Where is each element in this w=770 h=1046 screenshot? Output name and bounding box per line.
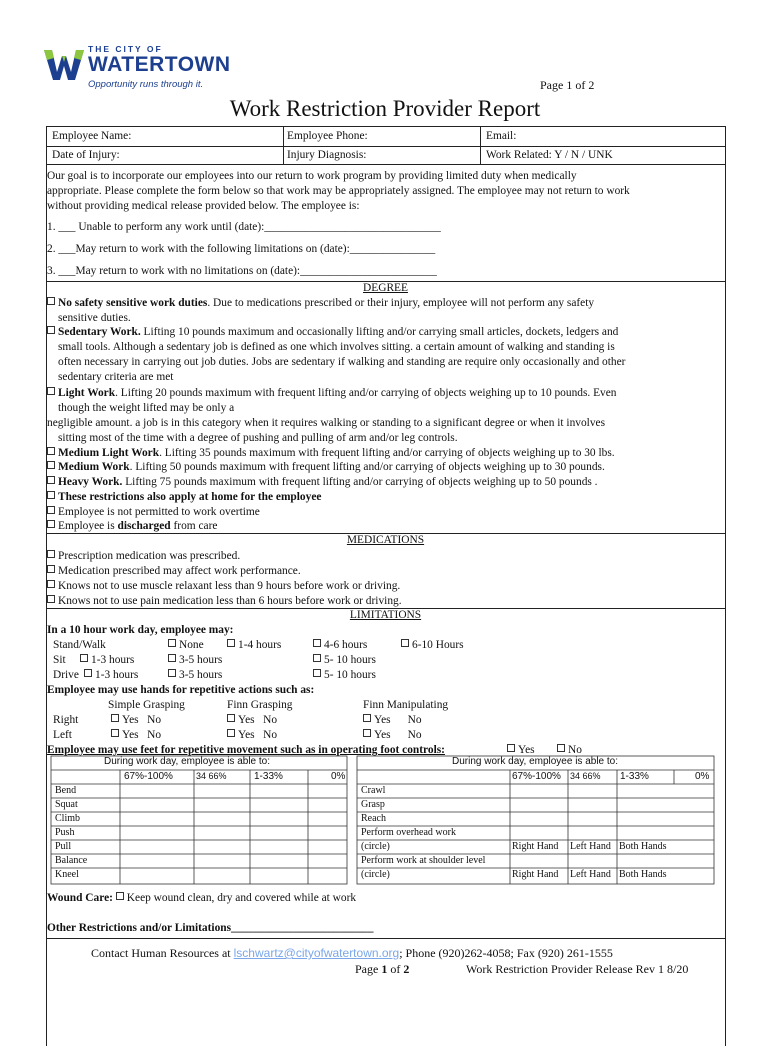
page-label: Page 1 of 2 (540, 78, 595, 92)
contact-line: Contact Human Resources at lschwartz@cityofwatertown.org; Phone (920)262-4058; Fax (920) 261-1555 (91, 946, 613, 960)
grid-left-col1: 67%-100% (124, 771, 173, 782)
logo-name-text: WATERTOWN (88, 53, 231, 76)
grid-row-overhead: Perform overhead work (361, 827, 456, 838)
sit-label: Sit (53, 654, 66, 666)
checkbox[interactable] (313, 669, 321, 677)
watertown-w-icon (44, 48, 84, 82)
degree-light[interactable]: Light Work. Lifting 20 pounds maximum with frequent lifting and/or carrying of objects weighing up to 10 pounds. Even though the weight lifted may be only a negligible amount. a job is in this category when it requires walking or standing to a significant degree or when it involves sitting most of the time with a degree of pushing and pulling of arm and/or leg controls. (47, 387, 617, 444)
left-finn-grasp-option[interactable]: Yes No (227, 729, 277, 741)
other-restrictions[interactable]: Other Restrictions and/or Limitations_________________________ (47, 922, 374, 934)
checkbox[interactable] (313, 654, 321, 662)
left-label: Left (53, 729, 72, 741)
employee-name-field[interactable]: Employee Name: (52, 130, 132, 142)
contact-email-link[interactable]: lschwartz@cityofwatertown.org (233, 946, 400, 960)
overhead-both-hands[interactable]: Both Hands (619, 841, 667, 852)
checkbox[interactable] (47, 595, 55, 603)
grid-row-pull: Pull (55, 841, 72, 852)
checkbox[interactable] (47, 565, 55, 573)
degree-medium-light[interactable]: Medium Light Work. Lifting 35 pounds maximum with frequent lifting and/or carrying of objects weighing up to 30 lbs. (47, 446, 722, 461)
table-border-bottom (46, 164, 725, 165)
limitations-intro: In a 10 hour work day, employee may: (47, 624, 234, 636)
drive-label: Drive (53, 669, 79, 681)
overhead-left-hand[interactable]: Left Hand (570, 841, 611, 852)
degree-medium[interactable]: Medium Work. Lifting 50 pounds maximum with frequent lifting and/or carrying of objects weighing up to 30 pounds. (47, 460, 722, 475)
checkbox[interactable] (168, 654, 176, 662)
grid-left-header: During work day, employee is able to: (104, 756, 271, 767)
checkbox[interactable] (401, 639, 409, 647)
checkbox[interactable] (47, 461, 55, 469)
grid-row-bend: Bend (55, 785, 77, 796)
intro-line-3: without providing medical release provided below. The employee is: (47, 200, 360, 212)
option-unable[interactable]: 1. ___ Unable to perform any work until (date):_______________________________ (47, 221, 441, 233)
degree-heavy[interactable]: Heavy Work. Lifting 75 pounds maximum with frequent lifting and/or carrying of objects weighing up to 50 pounds . (47, 475, 722, 490)
form-right-border (725, 126, 726, 1046)
option-limitations[interactable]: 2. ___May return to work with the following limitations on (date):_______________ (47, 243, 436, 255)
drive-3-5-option[interactable]: 3-5 hours (168, 669, 222, 681)
grid-row-reach: Reach (361, 813, 386, 824)
intro-line-2: appropriate. Please complete the form below so that work may be appropriately assigned. The employee may not return to work (47, 185, 630, 197)
degree-sedentary[interactable]: Sedentary Work. Lifting 10 pounds maximum and occasionally lifting and/or carrying small articles, dockets, ledgers and small tools. Although a sedentary job is defined as one which involves sitting. a certain amount of walking and standing is often necessary in carrying out job duties. Jobs are sedentary if walking and standing are require only occasionally and other sedentary criteria are met (47, 325, 722, 385)
grid-left-col4: 0% (331, 771, 346, 782)
grid-row-grasp: Grasp (361, 799, 385, 810)
medications-heading: MEDICATIONS (346, 534, 425, 546)
work-related-field[interactable]: Work Related: Y / N / UNK (486, 149, 613, 161)
med-item-3[interactable]: Knows not to use muscle relaxant less than 9 hours before work or driving. (47, 579, 722, 594)
right-finn-grasp-option[interactable]: Yes No (227, 714, 277, 726)
checkbox[interactable] (47, 476, 55, 484)
checkbox[interactable] (507, 744, 515, 752)
table-divider-2 (480, 126, 481, 164)
checkbox[interactable] (47, 506, 55, 514)
grid-row-shoulder-circle: (circle) (361, 869, 390, 880)
hands-intro: Employee may use hands for repetitive actions such as: (47, 684, 315, 696)
form-bottom-border (46, 938, 725, 939)
checkbox[interactable] (557, 744, 565, 752)
degree-discharged[interactable]: Employee is discharged from care (47, 519, 722, 534)
grid-row-overhead-circle: (circle) (361, 841, 390, 852)
checkbox[interactable] (116, 892, 124, 900)
grid-right-col4: 0% (695, 771, 710, 782)
checkbox[interactable] (111, 714, 119, 722)
injury-diagnosis-field[interactable]: Injury Diagnosis: (287, 149, 367, 161)
grid-row-climb: Climb (55, 813, 81, 824)
logo-tagline: Opportunity runs through it. (88, 79, 204, 90)
grid-left-col3: 1-33% (254, 771, 283, 782)
footer-release: Work Restriction Provider Release Rev 1 8/20 (466, 962, 689, 976)
grid-left-col2: 34 66% (196, 771, 227, 781)
grid-row-kneel: Kneel (55, 869, 79, 880)
table-divider-1 (283, 126, 284, 164)
checkbox[interactable] (84, 669, 92, 677)
degree-overtime[interactable]: Employee is not permitted to work overtime (47, 505, 722, 520)
simple-grasping-heading: Simple Grasping (108, 699, 185, 711)
footer-page-label: Page 1 of 2 (355, 962, 410, 976)
grid-right-header: During work day, employee is able to: (452, 756, 619, 767)
med-item-1[interactable]: Prescription medication was prescribed. (47, 549, 722, 564)
table-border-top (46, 126, 725, 127)
med-item-4[interactable]: Knows not to use pain medication less than 6 hours before work or driving. (47, 594, 722, 609)
email-field[interactable]: Email: (486, 130, 517, 142)
grid-right-col3: 1-33% (620, 771, 649, 782)
right-finn-manip-option[interactable]: Yes No (363, 714, 422, 726)
grid-row-squat: Squat (55, 799, 78, 810)
limitations-heading: LIMITATIONS (349, 609, 422, 621)
right-label: Right (53, 714, 79, 726)
grid-row-balance: Balance (55, 855, 88, 866)
grid-row-crawl: Crawl (361, 785, 386, 796)
left-finn-manip-option[interactable]: Yes No (363, 729, 422, 741)
stand-walk-label: Stand/Walk (53, 639, 106, 651)
wound-care[interactable]: Wound Care: Keep wound clean, dry and covered while at work (47, 892, 357, 904)
checkbox[interactable] (47, 297, 55, 305)
overhead-right-hand[interactable]: Right Hand (512, 841, 559, 852)
grid-right-col1: 67%-100% (512, 771, 561, 782)
finn-manipulating-heading: Finn Manipulating (363, 699, 449, 711)
option-no-limitations[interactable]: 3. ___May return to work with no limitations on (date):________________________ (47, 265, 437, 277)
feet-yes-option[interactable]: Yes (507, 744, 535, 756)
table-border-mid (46, 146, 725, 147)
checkbox[interactable] (47, 491, 55, 499)
checkbox[interactable] (80, 654, 88, 662)
left-simple-option[interactable]: Yes No (111, 729, 161, 741)
checkbox[interactable] (363, 714, 371, 722)
checkbox[interactable] (47, 326, 55, 334)
feet-no-option[interactable]: No (557, 744, 582, 756)
sit-3-5-option[interactable]: 3-5 hours (168, 654, 222, 666)
stand-4-6-option[interactable]: 4-6 hours (313, 639, 367, 651)
feet-intro: Employee may use feet for repetitive movement such as in operating foot controls: (47, 744, 445, 756)
shoulder-both-hands[interactable]: Both Hands (619, 869, 667, 880)
checkbox[interactable] (363, 729, 371, 737)
drive-5-10-option[interactable]: 5- 10 hours (313, 669, 376, 681)
logo-city-text: THE CITY OF (88, 44, 163, 54)
shoulder-left-hand[interactable]: Left Hand (570, 869, 611, 880)
stand-1-4-option[interactable]: 1-4 hours (227, 639, 281, 651)
shoulder-right-hand[interactable]: Right Hand (512, 869, 559, 880)
checkbox[interactable] (227, 639, 235, 647)
grid-right-col2: 34 66% (570, 771, 601, 781)
degree-no-safety[interactable]: No safety sensitive work duties. Due to medications prescribed or their injury, employee will not perform any safety sensitive duties. (47, 296, 722, 326)
sit-1-3-option[interactable]: 1-3 hours (80, 654, 134, 666)
grid-row-push: Push (55, 827, 75, 838)
checkbox[interactable] (47, 580, 55, 588)
stand-6-10-option[interactable]: 6-10 Hours (401, 639, 464, 651)
checkbox[interactable] (47, 387, 55, 395)
page-title: Work Restriction Provider Report (229, 96, 541, 121)
med-item-2[interactable]: Medication prescribed may affect work performance. (47, 564, 722, 579)
checkbox[interactable] (227, 714, 235, 722)
grid-row-shoulder: Perform work at shoulder level (361, 855, 486, 866)
intro-line-1: Our goal is to incorporate our employees into our return to work program by providing limited duty when medically (47, 170, 577, 182)
checkbox[interactable] (313, 639, 321, 647)
date-of-injury-field[interactable]: Date of Injury: (52, 149, 120, 161)
stand-none-option[interactable]: None (168, 639, 204, 651)
checkbox[interactable] (168, 639, 176, 647)
finn-grasping-heading: Finn Grasping (227, 699, 293, 711)
right-simple-option[interactable]: Yes No (111, 714, 161, 726)
employee-phone-field[interactable]: Employee Phone: (287, 130, 368, 142)
drive-1-3-option[interactable]: 1-3 hours (84, 669, 138, 681)
checkbox[interactable] (168, 669, 176, 677)
checkbox[interactable] (227, 729, 235, 737)
checkbox[interactable] (111, 729, 119, 737)
degree-heading: DEGREE (363, 282, 408, 294)
checkbox[interactable] (47, 550, 55, 558)
city-logo (44, 44, 254, 94)
checkbox[interactable] (47, 520, 55, 528)
checkbox[interactable] (47, 447, 55, 455)
degree-home[interactable]: These restrictions also apply at home for the employee (47, 490, 722, 505)
intro-paragraph (47, 169, 722, 214)
sit-5-10-option[interactable]: 5- 10 hours (313, 654, 376, 666)
